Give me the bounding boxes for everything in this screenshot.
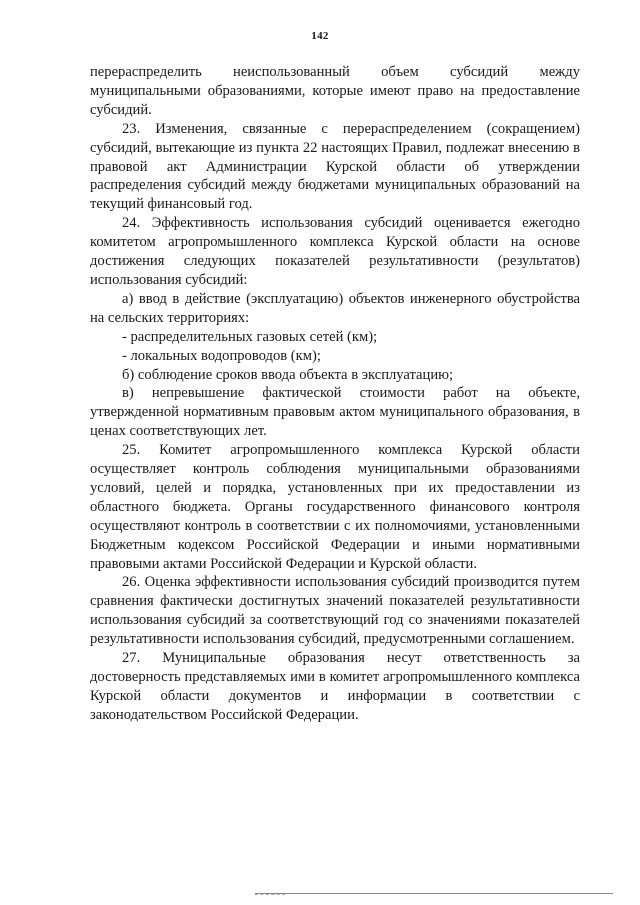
paragraph-27: 27. Муниципальные образования несут ответственность за достоверность представляемых ими в комитет агропромышленного комплекса Курской области документов и информации в соответствии с законодательством Российской Федерации. xyxy=(90,650,580,723)
paragraph-25: 25. Комитет агропромышленного комплекса Курской области осуществляет контроль соблюдения муниципальными образованиями условий, целей и порядка, установленных при их предоставлении из областного бюджета. Органы государственного финансового контроля осуществляют контроль в соответствии с их полномочиями, установленными Бюджетным кодексом Российской Федерации и иными нормативными правовыми актами Российской Федерации и Курской области. xyxy=(90,442,580,572)
list-item-a: а) ввод в действие (эксплуатацию) объектов инженерного обустройства на сельских территориях: xyxy=(90,290,580,326)
paragraph-26: 26. Оценка эффективности использования субсидий производится путем сравнения фактически достигнутых значений показателей результативности использования субсидий за соответствующий год со значениями показателей результативности использования субсидий, предусмотренными соглашением. xyxy=(90,574,580,648)
document-body xyxy=(90,63,580,725)
list-subitem-gas-networks: - распределительных газовых сетей (км); xyxy=(122,328,378,345)
page-number: 142 xyxy=(311,30,329,42)
footer-rule-dashes xyxy=(255,894,285,895)
list-item-b: б) соблюдение сроков ввода объекта в эксплуатацию; xyxy=(122,366,454,383)
footer-rule xyxy=(255,893,613,894)
paragraph-24: 24. Эффективность использования субсидий оценивается ежегодно комитетом агропромышленного комплекса Курской области на основе достижения следующих показателей результативности (результатов) использования субсидий: xyxy=(90,215,580,288)
list-subitem-water-supply: - локальных водопроводов (км); xyxy=(122,347,321,364)
paragraph-continuation: перераспределить неиспользованный объем субсидий между муниципальными образованиями, которые имеют право на предоставление субсидий. xyxy=(90,64,580,118)
list-item-v: в) непревышение фактической стоимости работ на объекте, утвержденной нормативным правовым актом муниципального образования, в ценах соответствующих лет. xyxy=(90,385,580,440)
paragraph-23: 23. Изменения, связанные с перераспределением (сокращением) субсидий, вытекающие из пункта 22 настоящих Правил, подлежат внесению в правовой акт Администрации Курской области об утверждении распределения субсидий между бюджетами муниципальных образований на текущий финансовый год. xyxy=(90,120,580,213)
